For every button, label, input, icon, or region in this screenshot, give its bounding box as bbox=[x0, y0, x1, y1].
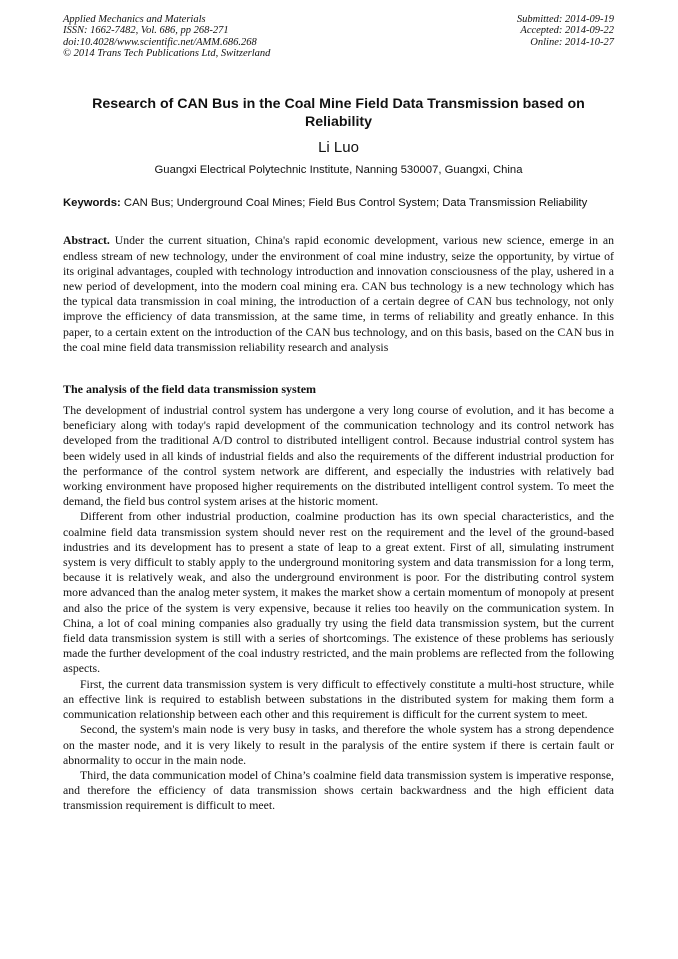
body-paragraph: Third, the data communication model of China’s coalmine field data transmission system is imperative response, and therefore the efficiency of data transmission shows certain backwardness and the high efficient data transmission requirement is difficult to meet. bbox=[63, 767, 614, 813]
abstract-label: Abstract. bbox=[63, 233, 110, 248]
author-affiliation: Guangxi Electrical Polytechnic Institute, Nanning 530007, Guangxi, China bbox=[154, 164, 523, 176]
keywords bbox=[63, 197, 614, 210]
doi-line: doi:10.4028/www.scientific.net/AMM.686.268 bbox=[63, 36, 257, 48]
body-paragraph: Second, the system's main node is very busy in tasks, and therefore the whole system has a strong dependence on the master node, and it is very likely to result in the paralysis of the entire system if there is certain fault or abnormality to occur in the main node. bbox=[63, 722, 614, 767]
body-paragraph: Different from other industrial production, coalmine production has its own special characteristics, and the coalmine field data transmission system should never rest on the requirement and the level of the ground-based industries and its development has to present a state of leap to a great extent. First of all, simulating instrument system is very difficult to stably apply to the underground monitoring system and data transmission for a long term, because it is relatively weak, and also the underground environment is poor. For the distributing control system more advanced than the analog meter system, it makes the market show a certain momentum of monopoly at present and also the price of the system is very expensive, because it relies too heavily on the communication system. In China, a lot of coal mining companies also gradually try using the field data transmission system, but the current field data transmission system is still with a series of shortcomings. The existence of these problems has seriously made the further development of the coal industry restricted, and the main problems are reflected from the following aspects. bbox=[63, 509, 614, 676]
issn-line: ISSN: 1662-7482, Vol. 686, pp 268-271 bbox=[63, 25, 229, 37]
journal-header bbox=[63, 14, 614, 68]
journal-info bbox=[63, 14, 270, 59]
body-paragraph: First, the current data transmission system is very difficult to effectively constitute a multi-host structure, while an effective link is required to establish between substations in the distributed system for making them form a communication relationship between each other and this requirement is difficult for the current system to meet. bbox=[63, 676, 614, 722]
section-body bbox=[63, 403, 614, 813]
abstract bbox=[63, 233, 614, 355]
paper-page bbox=[63, 14, 614, 814]
keywords-text: CAN Bus; Underground Coal Mines; Field Bus Control System; Data Transmission Reliability bbox=[123, 197, 588, 209]
accepted-date: Accepted: 2014-09-22 bbox=[520, 25, 614, 37]
body-paragraph: The development of industrial control system has undergone a very long course of evolution, and it has become a beneficiary along with today's rapid development of the communication technology and its control network has developed from the traditional A/D control to distributed intelligent control. Because industrial control system has been widely used in all kinds of industrial fields and also the requirements of the different industrial production for the performance of the control system network are different, and especially the industries with relatively bad working environment have proposed higher requirements on the distributed intelligent control system. To meet the demand, the field bus control system arises at the historic moment. bbox=[63, 403, 614, 509]
online-date: Online: 2014-10-27 bbox=[530, 36, 614, 48]
publication-dates bbox=[517, 14, 614, 48]
section-heading: The analysis of the field data transmission system bbox=[63, 382, 317, 397]
author-name: Li Luo bbox=[318, 139, 359, 156]
submitted-date: Submitted: 2014-09-19 bbox=[516, 14, 614, 25]
paper-title: Research of CAN Bus in the Coal Mine Field Data Transmission based on Reliability bbox=[92, 96, 585, 130]
keywords-label: Keywords: bbox=[63, 197, 121, 209]
copyright-line: © 2014 Trans Tech Publications Ltd, Switzerland bbox=[63, 47, 271, 59]
journal-name: Applied Mechanics and Materials bbox=[63, 14, 206, 25]
abstract-text: Under the current situation, China's rapid economic development, various new science, emerge in an endless stream of new technology, under the environment of coal mine industry, seize the opportunity, by virtue of its original advantages, coupled with technology introduction and innovation consciousness of the play, ushered in a new period of development, into the modern coal mining era. CAN bus technology is a new technology which has the typical data transmission in coal mining, the introduction of a certain degree of CAN bus technology, not only improve the efficiency of data transmission, at the same time, in terms of reliability and greatly enhance. In this paper, to a certain extent on the introduction of the CAN bus technology, and on this basis, based on the CAN bus in the coal mine field data transmission reliability research and analysis bbox=[63, 233, 614, 354]
